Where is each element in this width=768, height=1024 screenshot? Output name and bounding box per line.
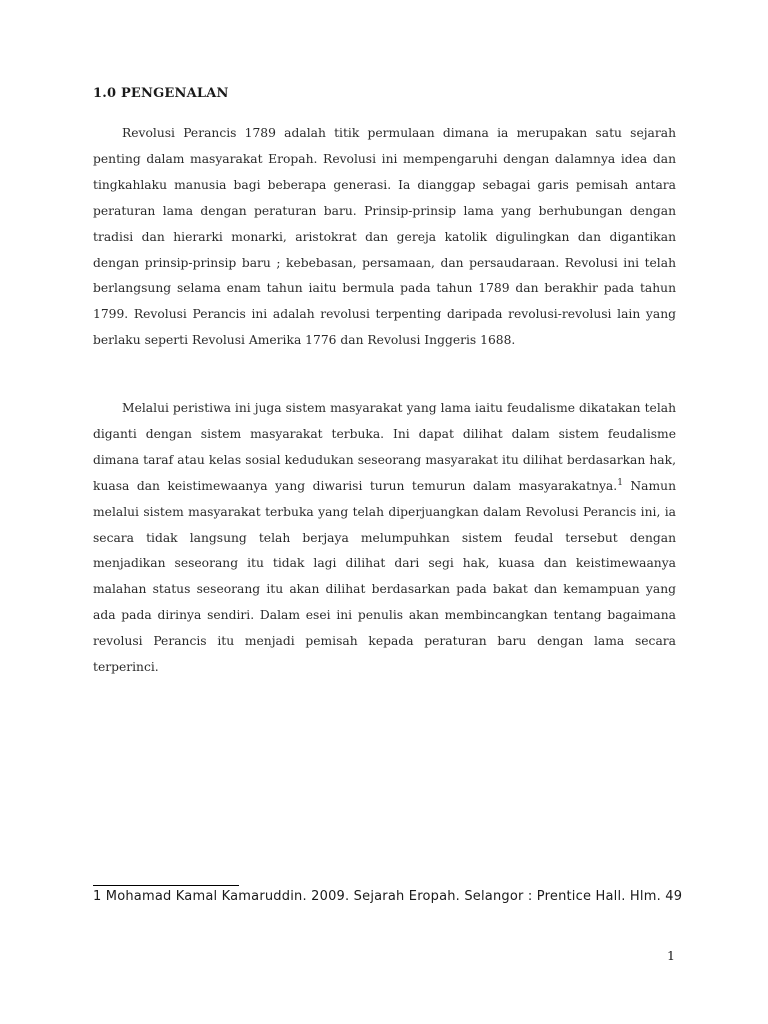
paragraph-feudalism: [93, 396, 676, 681]
page-number: 1: [667, 948, 675, 963]
paragraph-introduction: Revolusi Perancis 1789 adalah titik permulaan dimana ia merupakan satu sejarah penting dalam masyarakat Eropah. Revolusi ini mempengaruhi dengan dalamnya idea dan tingkahlaku manusia bagi beberapa generasi. Ia dianggap sebagai garis pemisah antara peraturan lama dengan peraturan baru. Prinsip-prinsip lama yang berhubungan dengan tradisi dan hierarki monarki, aristokrat dan gereja katolik digulingkan dan digantikan dengan prinsip-prinsip baru ; kebebasan, persamaan, dan persaudaraan. Revolusi ini telah berlangsung selama enam tahun iaitu bermula pada tahun 1789 dan berakhir pada tahun 1799. Revolusi Perancis ini adalah revolusi terpenting daripada revolusi-revolusi lain yang berlaku seperti Revolusi Amerika 1776 dan Revolusi Inggeris 1688.: [93, 126, 676, 348]
section-heading: 1.0 PENGENALAN: [93, 86, 229, 101]
paragraph-feudalism-part-2: Namun melalui sistem masyarakat terbuka yang telah diperjuangkan dalam Revolusi Perancis ini, ia secara tidak langsung telah berjaya melumpuhkan sistem feudal tersebut dengan menjadikan seseorang itu tidak lagi dilihat dari segi hak, kuasa dan keistimewaanya malahan status seseorang itu akan dilihat berdasarkan pada bakat dan kemampuan yang ada pada dirinya sendiri. Dalam esei ini penulis akan membincangkan tentang bagaimana revolusi Perancis itu menjadi pemisah kepada peraturan baru dengan lama secara terperinci.: [93, 478, 677, 675]
paragraph-feudalism-part-1: Melalui peristiwa ini juga sistem masyarakat yang lama iaitu feudalisme dikatakan telah diganti dengan sistem masyarakat terbuka. Ini dapat dilihat dalam sistem feudalisme dimana taraf atau kelas sosial kedudukan seseorang masyarakat itu dilihat berdasarkan hak, kuasa dan keistimewaanya yang diwarisi turun temurun dalam masyarakatnya.: [93, 401, 676, 493]
footnote-text: 1 Mohamad Kamal Kamaruddin. 2009. Sejarah Eropah. Selangor : Prentice Hall. Hlm. 49: [93, 889, 683, 904]
footnote-reference: 1: [617, 477, 623, 488]
